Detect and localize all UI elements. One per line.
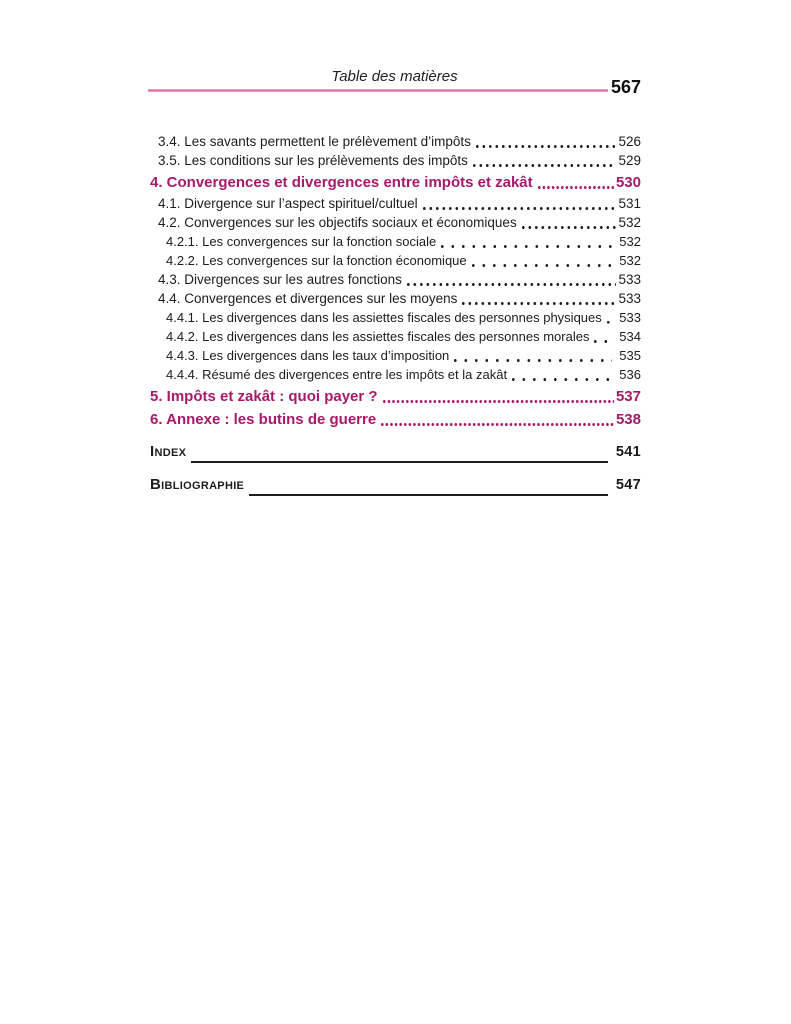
toc-entry	[148, 270, 641, 289]
toc-entry-page: 533	[619, 310, 641, 325]
toc-entry-leader	[436, 232, 619, 251]
toc-entry	[148, 173, 641, 193]
toc-entry-leader	[517, 213, 619, 232]
toc-entry-page: 526	[618, 134, 641, 149]
toc-entry-leader	[468, 151, 619, 170]
toc-entry-label: 4.4.2. Les divergences dans les assiettes fiscales des personnes morales	[166, 329, 590, 344]
toc-entry-leader	[449, 346, 619, 365]
header-rule	[148, 89, 608, 92]
toc-entry	[148, 194, 641, 213]
backmatter-entry-page: 541	[615, 444, 641, 460]
toc-entry-page: 535	[619, 348, 641, 363]
toc-entry-page: 531	[618, 196, 641, 211]
toc-entry-page: 533	[618, 291, 641, 306]
toc-entry-page: 532	[619, 234, 641, 249]
toc-entry	[148, 365, 641, 384]
folio-page-number: 567	[610, 77, 641, 97]
toc-entry	[148, 132, 641, 151]
backmatter-list	[148, 442, 641, 495]
toc-entry-page: 532	[619, 253, 641, 268]
toc-entry-page: 534	[619, 329, 641, 344]
toc-entry-page: 536	[619, 367, 641, 382]
toc-entry-page: 532	[618, 215, 641, 230]
toc-entry-label: 4.2. Convergences sur les objectifs sociaux et économiques	[158, 215, 517, 230]
running-header-title: Table des matières	[331, 68, 458, 85]
toc-entry	[148, 410, 641, 430]
toc-entry-label: 3.5. Les conditions sur les prélèvements des impôts	[158, 153, 468, 168]
backmatter-entry-label: Bibliographie	[150, 476, 245, 493]
toc-entry-label: 4. Convergences et divergences entre impôts et zakât	[150, 174, 533, 191]
toc-entry-label: 4.3. Divergences sur les autres fonctions	[158, 272, 402, 287]
toc-entry-leader	[589, 327, 619, 346]
toc-entry-page: 529	[618, 153, 641, 168]
toc-entry	[148, 387, 641, 407]
toc-entry-label: 4.4. Convergences et divergences sur les moyens	[158, 291, 458, 306]
toc-entry	[148, 151, 641, 170]
toc-entry-page: 530	[615, 174, 641, 191]
toc-entry-leader	[378, 387, 616, 407]
toc-entry	[148, 232, 641, 251]
page-content	[148, 68, 641, 508]
toc-entry	[148, 251, 641, 270]
toc-entry-label: 4.4.3. Les divergences dans les taux d’imposition	[166, 348, 450, 363]
toc-entry-label: 4.1. Divergence sur l’aspect spirituel/cultuel	[158, 196, 418, 211]
toc-entry-label: 6. Annexe : les butins de guerre	[150, 411, 377, 428]
toc-entry-leader	[533, 173, 616, 193]
toc-entry-leader	[376, 410, 616, 430]
toc-entry-label: 4.4.1. Les divergences dans les assiettes fiscales des personnes physiques	[166, 310, 602, 325]
toc-entry	[148, 289, 641, 308]
toc-entry-label: 3.4. Les savants permettent le prélèvement d’impôts	[158, 134, 471, 149]
toc-entry	[148, 327, 641, 346]
toc-entry-leader	[418, 194, 619, 213]
toc-entry-page: 533	[618, 272, 641, 287]
backmatter-entry	[148, 442, 641, 462]
toc-entry-page: 537	[615, 388, 641, 405]
toc-entry	[148, 308, 641, 327]
table-of-contents	[148, 132, 641, 430]
running-header	[148, 68, 641, 110]
toc-entry-label: 5. Impôts et zakât : quoi payer ?	[150, 388, 378, 405]
toc-entry-label: 4.4.4. Résumé des divergences entre les impôts et la zakât	[166, 367, 508, 382]
toc-entry-leader	[457, 289, 618, 308]
backmatter-entry-page: 547	[615, 477, 641, 493]
toc-entry-leader	[467, 251, 620, 270]
toc-entry-label: 4.2.1. Les convergences sur la fonction sociale	[166, 234, 437, 249]
toc-entry-leader	[402, 270, 619, 289]
backmatter-entry	[148, 475, 641, 495]
toc-entry-leader	[602, 308, 620, 327]
toc-entry	[148, 346, 641, 365]
toc-entry-label: 4.2.2. Les convergences sur la fonction économique	[166, 253, 467, 268]
backmatter-entry-leader	[186, 442, 616, 462]
toc-entry-leader	[471, 132, 619, 151]
toc-entry-leader	[507, 365, 619, 384]
backmatter-entry-leader	[244, 475, 616, 495]
backmatter-entry-label: Index	[150, 443, 187, 460]
toc-entry	[148, 213, 641, 232]
toc-entry-page: 538	[615, 411, 641, 428]
